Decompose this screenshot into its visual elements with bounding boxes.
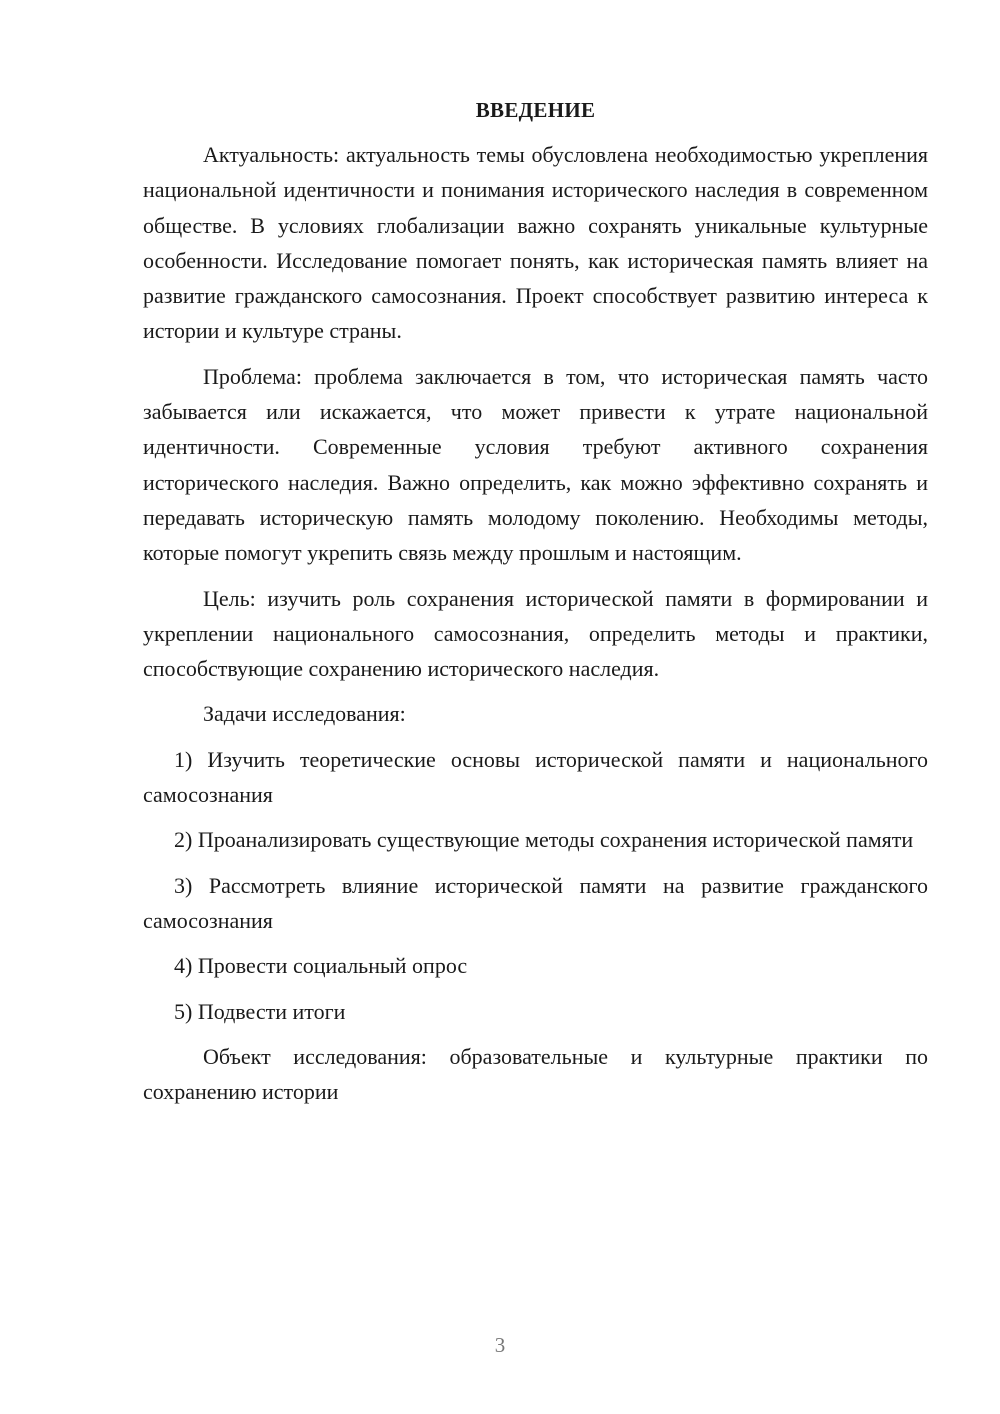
task-item-3: 3) Рассмотреть влияние исторической памяти на развитие гражданского самосознания <box>143 872 928 933</box>
tasks-label: Задачи исследования: <box>203 701 406 727</box>
document-page <box>143 95 928 1119</box>
section-heading: ВВЕДЕНИЕ <box>475 98 596 122</box>
task-item-2: 2) Проанализировать существующие методы сохранения исторической памяти <box>174 827 914 853</box>
object-paragraph: Объект исследования: образовательные и культурные практики по сохранению истории <box>143 1043 928 1105</box>
goal-paragraph: Цель: изучить роль сохранения исторической памяти в формировании и укреплении национального самосознания, определить методы и практики, способствующие сохранению исторического наследия. <box>143 585 928 682</box>
problem-paragraph: Проблема: проблема заключается в том, что историческая память часто забывается или искажается, что может привести к утрате национальной идентичности. Современные условия требуют активного сохранения исторического наследия. Важно определить, как можно эффективно сохранять и передавать историческую память молодому поколению. Необходимы методы, которые помогут укрепить связь между прошлым и настоящим. <box>143 363 928 566</box>
task-item-5: 5) Подвести итоги <box>174 998 346 1024</box>
page-number: 3 <box>494 1333 506 1357</box>
task-item-1: 1) Изучить теоретические основы исторической памяти и национального самосознания <box>143 746 928 808</box>
relevance-paragraph: Актуальность: актуальность темы обусловлена необходимостью укрепления национальной идентичности и понимания исторического наследия в современном обществе. В условиях глобализации важно сохранять уникальные культурные особенности. Исследование помогает понять, как историческая память влияет на развитие гражданского самосознания. Проект способствует развитию интереса к истории и культуре страны. <box>143 142 928 344</box>
task-item-4: 4) Провести социальный опрос <box>174 953 468 979</box>
